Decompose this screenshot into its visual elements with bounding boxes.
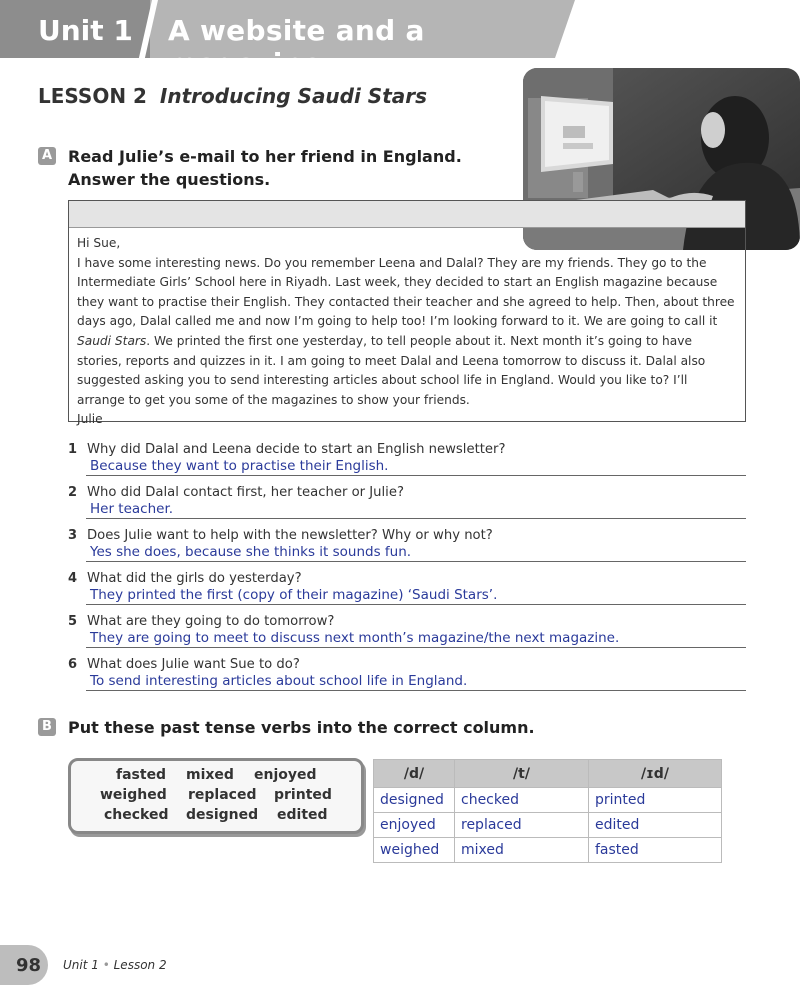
word-item: weighed (100, 787, 167, 803)
section-b-badge: B (38, 718, 56, 736)
lesson-label: LESSON 2 (38, 84, 147, 108)
section-a-badge: A (38, 147, 56, 165)
column-header: /t/ (455, 760, 589, 788)
word-item: printed (274, 787, 332, 803)
question-number: 5 (68, 614, 78, 629)
section-a-line2: Answer the questions. (68, 170, 271, 189)
table-row (374, 813, 722, 838)
column-header: /ɪd/ (589, 760, 722, 788)
answer-text[interactable]: They printed the first (copy of their magazine) ‘Saudi Stars’. (90, 587, 498, 603)
email-text-part2: . We printed the first one yesterday, to tell people about it. Next month it’s going to have stories, reports and quizzes in it. I am going to meet Dalal and Leena tomorrow to discuss it. Dalal also suggested asking you to send interesting articles about school life in England. Would you like to? I’ll arrange to get you some of the magazines to show your friends. (77, 333, 706, 407)
answer-line (86, 690, 746, 691)
table-cell[interactable]: checked (455, 788, 589, 813)
footer-lesson: Lesson 2 (113, 958, 167, 972)
question-number: 1 (68, 442, 78, 457)
section-a-line1: Read Julie’s e-mail to her friend in England. (68, 147, 462, 166)
email-text-part1: I have some interesting news. Do you remember Leena and Dalal? They are my friends. They go to the Intermediate Girls’ School here in Riyadh. Last week, they decided to start an English magazine because they want to practise their English. They contacted their teacher and she agreed to help. Then, about three days ago, Dalal called me and now I’m going to help too! I’m looking forward to it. We are going to call it (77, 255, 735, 329)
question-number: 6 (68, 657, 78, 672)
table-row (374, 788, 722, 813)
table-cell[interactable]: fasted (589, 838, 722, 863)
question-number: 4 (68, 571, 78, 586)
question-number: 3 (68, 528, 78, 543)
question-text: What does Julie want Sue to do? (87, 657, 300, 672)
lesson-heading (38, 84, 427, 108)
answer-text[interactable]: To send interesting articles about school life in England. (90, 673, 468, 689)
answer-line (86, 604, 746, 605)
word-box (68, 758, 364, 834)
email-header-bar (69, 201, 745, 228)
question-number: 2 (68, 485, 78, 500)
email-magazine-name: Saudi Stars (77, 333, 147, 348)
table-header-row (374, 760, 722, 788)
table-cell[interactable]: weighed (374, 838, 455, 863)
verb-sound-table (373, 759, 722, 863)
section-a-heading (68, 145, 462, 191)
lesson-name: Introducing Saudi Stars (159, 84, 428, 108)
question-text: What did the girls do yesterday? (87, 571, 302, 586)
page-number: 98 (16, 955, 42, 976)
answer-line (86, 647, 746, 648)
word-item: replaced (188, 787, 257, 803)
unit-banner (0, 0, 575, 80)
question-text: Why did Dalal and Leena decide to start an English newsletter? (87, 442, 506, 457)
answer-line (86, 475, 746, 476)
column-header: /d/ (374, 760, 455, 788)
footer-unit: Unit 1 (63, 958, 99, 972)
table-row (374, 838, 722, 863)
question-text: Who did Dalal contact first, her teacher or Julie? (87, 485, 404, 500)
table-cell[interactable]: printed (589, 788, 722, 813)
email-signoff: Julie (77, 412, 103, 427)
unit-title: A website and a magazine (168, 14, 425, 80)
footer-separator: • (102, 958, 110, 972)
answer-text[interactable]: Her teacher. (90, 501, 174, 517)
word-item: mixed (186, 767, 234, 783)
email-box (68, 200, 746, 427)
table-cell[interactable]: designed (374, 788, 455, 813)
email-greeting: Hi Sue, (77, 236, 121, 250)
answer-text[interactable]: They are going to meet to discuss next month’s magazine/the next magazine. (90, 630, 620, 646)
unit-label: Unit 1 (38, 14, 133, 47)
answer-text[interactable]: Because they want to practise their English. (90, 458, 389, 474)
table-cell[interactable]: replaced (455, 813, 589, 838)
word-item: edited (277, 807, 328, 823)
table-cell[interactable]: edited (589, 813, 722, 838)
word-item: enjoyed (254, 767, 317, 783)
table-cell[interactable]: mixed (455, 838, 589, 863)
word-item: checked (104, 807, 169, 823)
footer-running-head (63, 958, 167, 972)
answer-line (86, 561, 746, 562)
email-body (69, 228, 745, 430)
word-item: designed (186, 807, 259, 823)
question-text: What are they going to do tomorrow? (87, 614, 335, 629)
email-paragraph (77, 254, 737, 411)
word-item: fasted (116, 767, 167, 783)
answer-text[interactable]: Yes she does, because she thinks it sounds fun. (90, 544, 412, 560)
section-b-heading: Put these past tense verbs into the correct column. (68, 718, 535, 737)
answer-line (86, 518, 746, 519)
question-text: Does Julie want to help with the newsletter? Why or why not? (87, 528, 493, 543)
table-cell[interactable]: enjoyed (374, 813, 455, 838)
